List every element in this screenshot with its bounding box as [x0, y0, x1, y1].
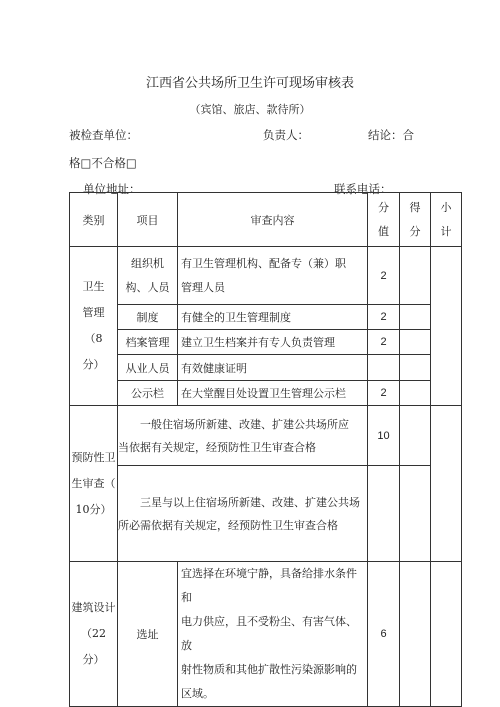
- content-cell: 有卫生管理机构、配备专（兼）职 管理人员: [178, 247, 368, 305]
- table-row: [70, 466, 462, 562]
- score-cell: 2: [368, 305, 400, 330]
- content-cell: 有健全的卫生管理制度: [178, 305, 368, 330]
- page-title: 江西省公共场所卫生许可现场审核表: [145, 76, 354, 91]
- section-category-preventive: 预防性卫 生审查（ 10分）: [70, 406, 118, 562]
- header-gain: 得 分: [400, 193, 431, 247]
- gain-cell: [400, 305, 431, 330]
- gain-cell: [400, 562, 431, 707]
- gain-cell: [400, 381, 431, 406]
- gain-cell: [400, 466, 431, 562]
- table-row: [70, 330, 462, 355]
- table-row: [70, 247, 462, 305]
- item-cell: 组织机 构、人员: [118, 247, 178, 305]
- audit-table: [69, 192, 462, 707]
- table-row: [70, 355, 462, 381]
- gain-cell: [400, 355, 431, 381]
- contact-phone-label: 联系电话：: [334, 182, 392, 196]
- section-category-hygiene: 卫生 管理 （8 分）: [70, 247, 118, 406]
- responsible-person-label: 负责人：: [263, 128, 309, 142]
- gain-cell: [400, 406, 431, 466]
- header-content: 审查内容: [178, 193, 368, 247]
- item-cell: 公示栏: [118, 381, 178, 406]
- content-cell: 在大堂醒目处设置卫生管理公示栏: [178, 381, 368, 406]
- section-category-building: 建筑设计 （22 分）: [70, 562, 118, 707]
- header-item: 项目: [118, 193, 178, 247]
- page-subtitle: （宾馆、旅店、款待所）: [189, 103, 311, 116]
- content-cell: 一般住宿场所新建、改建、扩建公共场所应 当依据有关规定，经预防性卫生审查合格: [118, 406, 368, 466]
- table-row: [70, 381, 462, 406]
- gain-cell: [400, 330, 431, 355]
- item-cell: 选址: [118, 562, 178, 707]
- score-cell: [368, 466, 400, 562]
- score-cell: [368, 355, 400, 381]
- conclusion-options: 格□不合格□: [69, 156, 137, 170]
- item-cell: 档案管理: [118, 330, 178, 355]
- content-cell: 宜选择在环境宁静，具备给排水条件和 电力供应，且不受粉尘、有害气体、放 射性物质和其他扩散性污染源影响的 区域。: [178, 562, 368, 707]
- unit-address-label: 单位地址：: [83, 182, 141, 196]
- content-cell: 建立卫生档案并有专人负责管理: [178, 330, 368, 355]
- score-cell: 2: [368, 247, 400, 305]
- header-subtotal: 小 计: [431, 193, 462, 247]
- content-cell: 有效健康证明: [178, 355, 368, 381]
- item-cell: 制度: [118, 305, 178, 330]
- table-header-row: [70, 193, 462, 247]
- content-cell: 三星与以上住宿场所新建、改建、扩建公共场 所必需依据有关规定，经预防性卫生审查合格: [118, 466, 368, 562]
- header-score: 分 值: [368, 193, 400, 247]
- score-cell: 2: [368, 381, 400, 406]
- item-cell: 从业人员: [118, 355, 178, 381]
- table-row: [70, 406, 462, 466]
- gain-cell: [400, 247, 431, 305]
- inspected-unit-label: 被检查单位：: [69, 128, 138, 142]
- header-category: 类别: [70, 193, 118, 247]
- table-row: [70, 305, 462, 330]
- subtotal-cell: [431, 406, 462, 562]
- score-cell: 2: [368, 330, 400, 355]
- table-row: [70, 562, 462, 707]
- subtotal-cell: [431, 562, 462, 707]
- score-cell: 6: [368, 562, 400, 707]
- conclusion-label: 结论：合: [368, 128, 414, 142]
- subtotal-cell: [431, 247, 462, 406]
- score-cell: 10: [368, 406, 400, 466]
